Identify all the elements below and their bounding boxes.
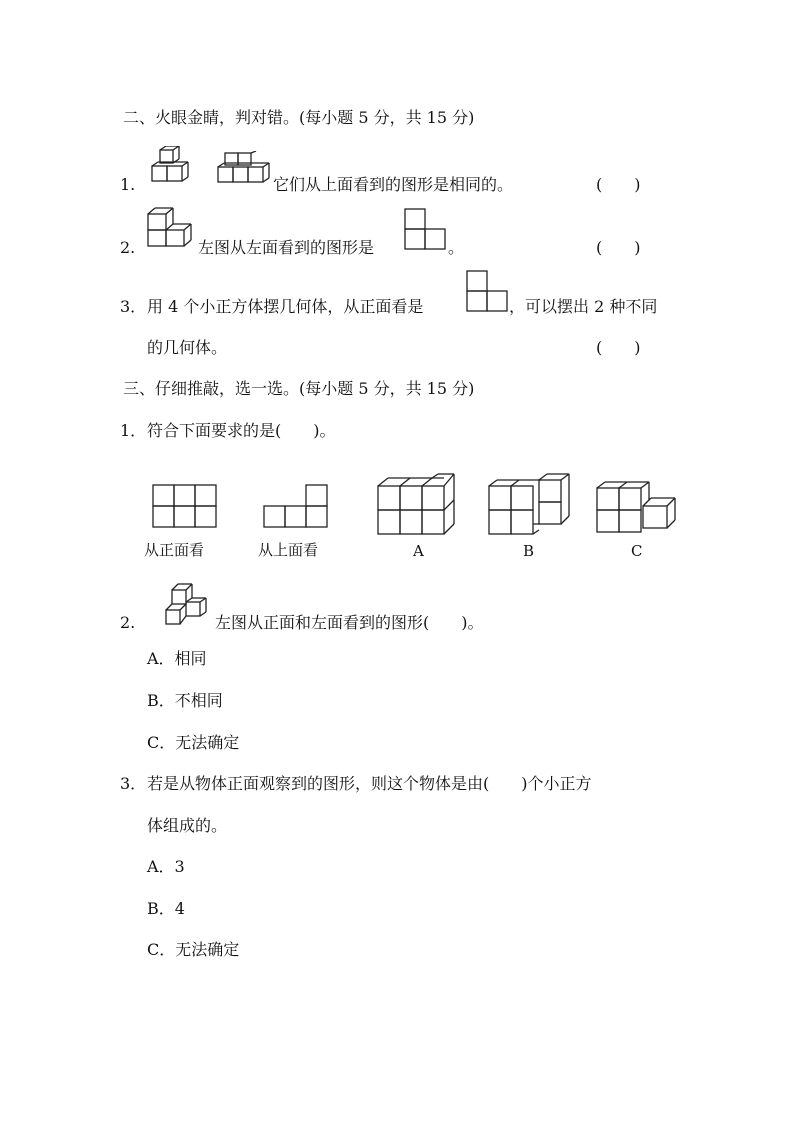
- s3-q2-option-a[interactable]: A．相同: [147, 649, 207, 668]
- s2-q1-figure-a: [148, 146, 192, 184]
- s2-q3-line2: 的几何体。: [147, 338, 228, 357]
- s3-q2-figure-cubes: [162, 580, 212, 628]
- s2-q2-text-b: 。: [448, 238, 465, 257]
- s3-q1-text: 符合下面要求的是( )。: [147, 421, 336, 440]
- section-3-heading: 三、仔细推敲，选一选。(每小题 5 分，共 15 分): [123, 379, 475, 398]
- s2-q2-number: 2.: [120, 238, 136, 257]
- s3-q1-front-view-figure: [151, 483, 219, 529]
- s3-q1-caption-a: A: [413, 542, 424, 560]
- s3-q2-number: 2.: [120, 613, 136, 632]
- section-2-heading: 二、火眼金睛，判对错。(每小题 5 分，共 15 分): [123, 108, 475, 127]
- s3-q3-line2: 体组成的。: [147, 816, 228, 835]
- s3-q3-line1: 若是从物体正面观察到的图形，则这个物体是由( )个小正方: [147, 774, 592, 793]
- s2-q1-text: 它们从上面看到的图形是相同的。: [273, 175, 514, 194]
- s2-q1-number: 1.: [120, 175, 136, 194]
- s2-q2-answer-paren[interactable]: ( ): [596, 238, 641, 257]
- s3-q1-caption-top: 从上面看: [258, 541, 319, 559]
- s2-q3-answer-paren[interactable]: ( ): [596, 338, 641, 357]
- s2-q2-view-figure: [404, 208, 446, 250]
- s2-q2-figure-cubes: [146, 206, 196, 248]
- s3-q1-number: 1．: [120, 421, 147, 440]
- s2-q1-figure-b: [215, 151, 271, 185]
- s3-q3-number: 3．: [120, 774, 147, 793]
- s3-q1-option-a-figure[interactable]: [376, 472, 464, 536]
- s2-q2-text-a: 左图从左面看到的图形是: [198, 238, 375, 257]
- s3-q2-option-c[interactable]: C．无法确定: [147, 733, 240, 752]
- s3-q3-option-c[interactable]: C．无法确定: [147, 940, 240, 959]
- s2-q3-view-figure: [466, 270, 508, 312]
- s3-q3-option-b[interactable]: B．4: [147, 899, 185, 918]
- s2-q1-answer-paren[interactable]: ( ): [596, 175, 641, 194]
- s2-q3-text-b: ，可以摆出 2 种不同: [509, 297, 658, 316]
- s3-q1-option-b-figure[interactable]: [487, 472, 573, 536]
- s2-q3-number: 3．: [120, 297, 147, 316]
- s3-q1-caption-front: 从正面看: [144, 541, 205, 559]
- s3-q2-option-b[interactable]: B．不相同: [147, 691, 223, 710]
- s3-q1-caption-c: C: [631, 542, 643, 560]
- s3-q2-text: 左图从正面和左面看到的图形( )。: [215, 613, 484, 632]
- s2-q3-text-a: 用 4 个小正方体摆几何体，从正面看是: [147, 297, 424, 316]
- s3-q1-caption-b: B: [523, 542, 535, 560]
- s3-q1-option-c-figure[interactable]: [595, 478, 681, 536]
- s3-q1-top-view-figure: [262, 483, 332, 529]
- s3-q3-option-a[interactable]: A．3: [147, 857, 185, 876]
